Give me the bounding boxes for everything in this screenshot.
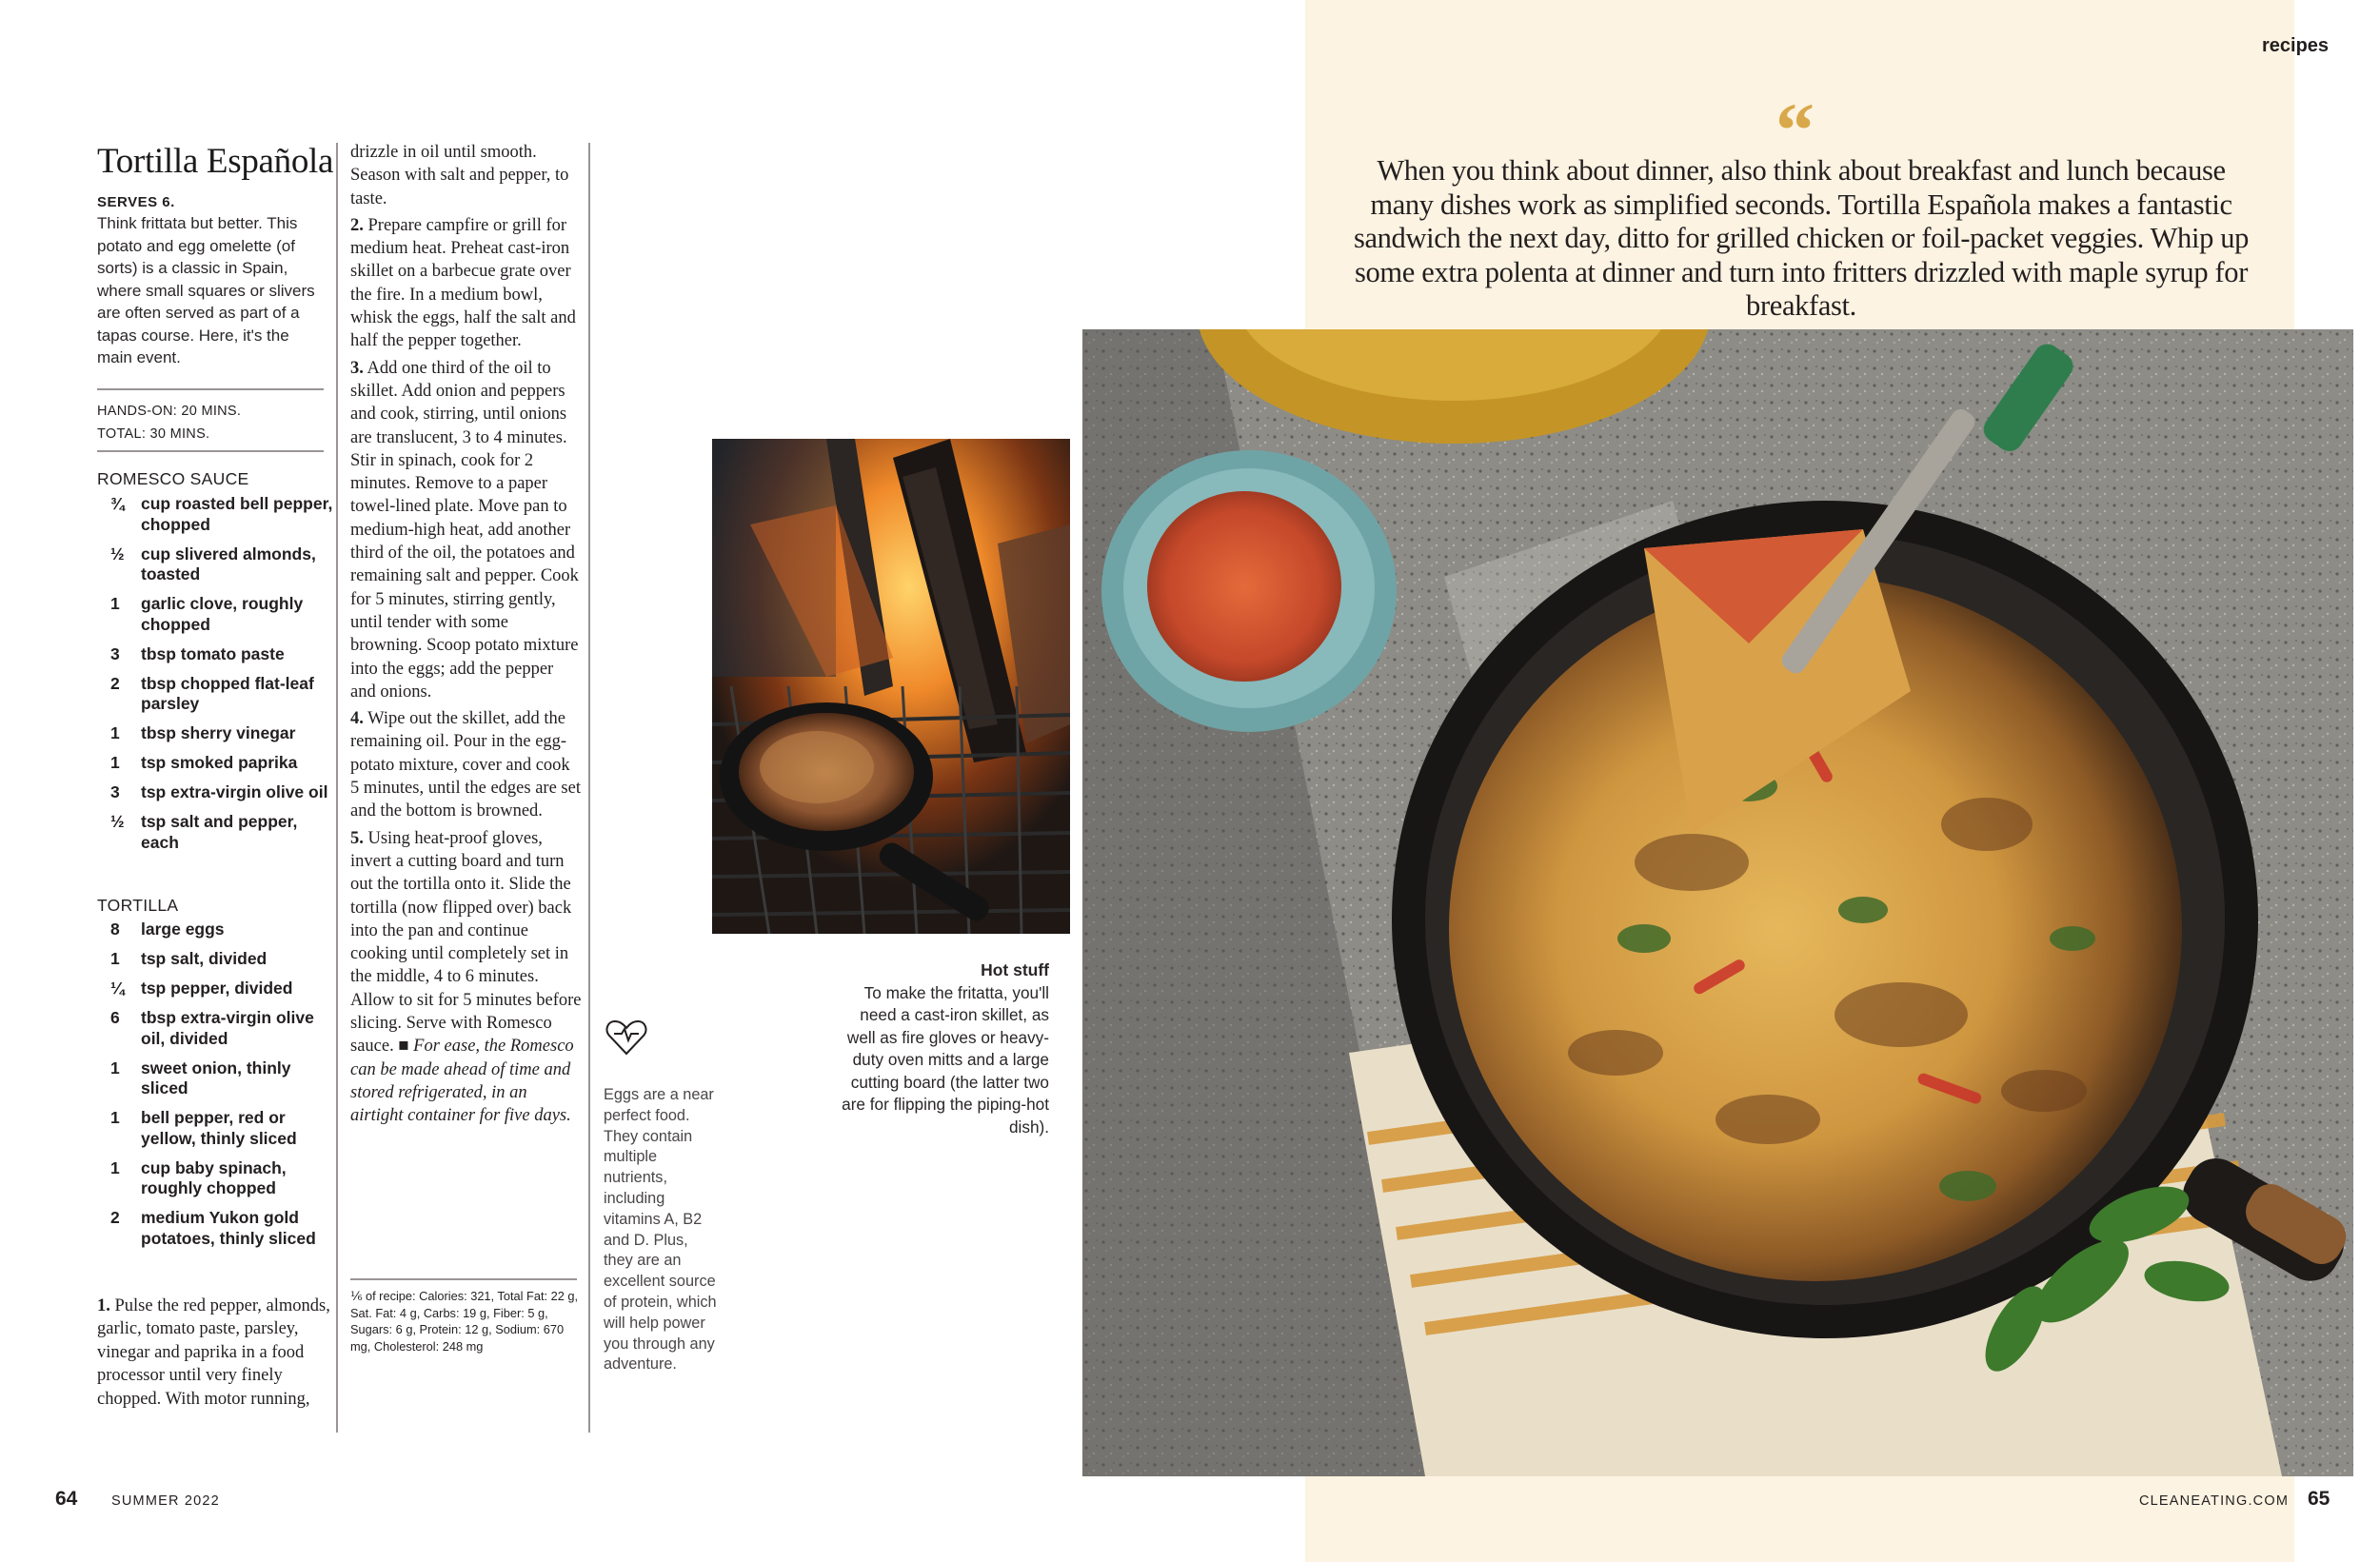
pull-quote: When you think about dinner, also think about breakfast and lunch because many dishes work as simplified seconds. Tortilla Española makes a fantastic sandwich the next day, ditto for grilled chicken or foil-packet veggies. Whip up some extra polenta at dinner and turn into fritters drizzled with maple syrup for breakfast.	[1353, 154, 2250, 322]
ingredient-text: large eggs	[141, 919, 225, 939]
ingredient-text: cup roasted bell pepper, chopped	[141, 494, 333, 534]
section-label: recipes	[2262, 35, 2330, 56]
hands-on-time: HANDS-ON: 20 MINS.	[97, 404, 242, 419]
ingredient-item	[97, 644, 335, 665]
ingredient-text: tsp pepper, divided	[141, 979, 293, 998]
recipe-intro: Think frittata but better. This potato and egg omelette (of sorts) is a classic in Spain, where small squares or slivers are often served as part of a tapas course. Here, it's the main event.	[97, 214, 315, 366]
ingredient-quantity: ¾	[110, 494, 125, 513]
divider	[350, 1278, 577, 1280]
romesco-ingredient-list	[97, 494, 335, 862]
step-number: 3.	[350, 358, 364, 378]
ingredient-quantity: 1	[110, 753, 120, 772]
ingredient-text: tbsp sherry vinegar	[141, 723, 296, 742]
ingredient-text: cup baby spinach, roughly chopped	[141, 1157, 287, 1197]
ingredient-quantity: 1	[110, 1157, 120, 1177]
campfire-skillet-photo	[712, 439, 1070, 934]
ingredient-text: tsp salt, divided	[141, 949, 268, 968]
ingredient-text: tbsp extra-virgin olive oil, divided	[141, 1008, 314, 1048]
end-mark: ■	[398, 1037, 409, 1057]
caption-text: To make the fritatta, you'll need a cast-iron skillet, as well as fire gloves or heavy-duty oven mitts and a large cutting board (the latter two are for flipping the piping-hot dish).	[842, 982, 1049, 1137]
make-ahead-tip: For ease, the Romesco can be made ahead of time and stored refrigerated, in an airtight container for five days.	[350, 1037, 574, 1126]
ingredient-text: medium Yukon gold potatoes, thinly sliced	[141, 1208, 316, 1248]
ingredient-quantity: 1	[110, 1058, 120, 1078]
step-number: 2.	[350, 215, 364, 235]
ingredient-item	[97, 723, 335, 744]
ingredient-item	[97, 782, 335, 803]
step-3: 3. Add one third of the oil to skillet. Add onion and peppers and cook, stirring, until onions are translucent, 3 to 4 minutes. Stir in spinach, cook for 2 minutes. Remove to a paper towel-lined plate. Move pan to medium-high heat, add another third of the oil, the potatoes and remaining salt and pepper. Cook for 5 minutes, stirring gently, until tender with some browning. Scoop potato mixture into the eggs; add the pepper and onions.	[350, 358, 579, 702]
page-number-left: 64	[55, 1488, 78, 1510]
ingredient-quantity: ½	[110, 544, 125, 564]
ingredient-item	[97, 544, 335, 585]
step-number: 4.	[350, 709, 364, 729]
ingredient-quantity: ½	[110, 812, 125, 831]
servings: SERVES 6.	[97, 194, 175, 210]
ingredient-item	[97, 1158, 335, 1199]
ingredient-text: tbsp chopped flat-leaf parsley	[141, 673, 314, 713]
tortilla-heading: TORTILLA	[97, 896, 179, 915]
issue-label: SUMMER 2022	[111, 1493, 220, 1509]
step-number: 1.	[97, 1296, 110, 1315]
step-number: 5.	[350, 828, 364, 848]
recipe-times	[97, 400, 241, 445]
photo-caption	[828, 959, 1049, 1138]
caption-title: Hot stuff	[981, 960, 1049, 979]
step-1: 1. Pulse the red pepper, almonds, garlic, tomato paste, parsley, vinegar and paprika in a food processor until very finely chopped. With motor running,	[97, 1296, 330, 1409]
ingredient-text: garlic clove, roughly chopped	[141, 594, 304, 634]
ingredient-item	[97, 949, 335, 970]
nutrition-info: ⅙ of recipe: Calories: 321, Total Fat: 22 g, Sat. Fat: 4 g, Carbs: 19 g, Fiber: 5 g, Sugars: 6 g, Protein: 12 g, Sodium: 670 mg, Cholesterol: 248 mg	[350, 1289, 579, 1354]
website-label: CLEANEATING.COM	[2139, 1493, 2290, 1509]
heart-icon	[605, 1018, 647, 1057]
ingredient-text: tsp extra-virgin olive oil	[141, 782, 328, 801]
page-number-right: 65	[2308, 1488, 2330, 1510]
ingredient-text: tbsp tomato paste	[141, 643, 285, 663]
recipe-steps	[350, 141, 582, 1131]
ingredient-item	[97, 1208, 335, 1249]
ingredient-item	[97, 753, 335, 774]
ingredient-item	[97, 594, 335, 635]
step-2: 2. Prepare campfire or grill for medium heat. Preheat cast-iron skillet on a barbecue grate over the fire. In a medium bowl, whisk the eggs, half the salt and half the pepper together.	[350, 215, 576, 351]
column-divider	[588, 143, 590, 1433]
total-time: TOTAL: 30 MINS.	[97, 426, 210, 442]
recipe-title: Tortilla Española	[97, 142, 334, 181]
divider	[97, 450, 324, 452]
quote-mark: “	[1775, 87, 1815, 173]
ingredient-text: sweet onion, thinly sliced	[141, 1058, 291, 1097]
ingredient-item	[97, 919, 335, 940]
ingredient-quantity: 3	[110, 643, 120, 663]
ingredient-item	[97, 1008, 335, 1049]
divider	[97, 388, 324, 390]
step-4: 4. Wipe out the skillet, add the remaining oil. Pour in the egg-potato mixture, cover and cook 5 minutes, until the edges are set and the bottom is browned.	[350, 709, 581, 821]
ingredient-text: cup slivered almonds, toasted	[141, 544, 316, 583]
ingredient-text: tsp smoked paprika	[141, 753, 298, 772]
ingredient-quantity: 3	[110, 782, 120, 801]
step-5: 5. Using heat-proof gloves, invert a cutting board and turn out the tortilla onto it. Slide the tortilla (now flipped over) back into the pan and continue cooking until completely set in the middle, 4 to 6 minutes. Allow to sit for 5 minutes before slicing. Serve with Romesco sauce. ■ For ease, the Romesco can be made ahead of time and stored refrigerated, in an airtight container for five days.	[350, 828, 582, 1126]
ingredient-item	[97, 1058, 335, 1099]
ingredient-text: bell pepper, red or yellow, thinly sliced	[141, 1108, 297, 1148]
ingredient-item	[97, 674, 335, 715]
ingredient-item	[97, 812, 335, 853]
ingredient-quantity: 2	[110, 673, 120, 693]
ingredient-quantity: 1	[110, 1108, 120, 1127]
column-divider	[336, 143, 338, 1433]
tortilla-skillet-photo	[1082, 329, 2353, 1476]
ingredient-item	[97, 494, 335, 535]
ingredient-item	[97, 979, 335, 999]
ingredient-quantity: 6	[110, 1008, 120, 1027]
step-1-continued: drizzle in oil until smooth. Season with salt and pepper, to taste.	[350, 143, 569, 208]
tortilla-ingredient-list	[97, 919, 335, 1258]
ingredient-quantity: 8	[110, 919, 120, 939]
eggs-sidebar-note: Eggs are a near perfect food. They contain multiple nutrients, including vitamins A, B2 and D. Plus, they are an excellent source of protein, which will help power you through any adventure.	[604, 1086, 717, 1374]
ingredient-quantity: 1	[110, 594, 120, 613]
ingredient-quantity: 2	[110, 1208, 120, 1227]
ingredient-item	[97, 1108, 335, 1149]
ingredient-quantity: ¼	[110, 979, 125, 998]
romesco-heading: ROMESCO SAUCE	[97, 469, 249, 488]
ingredient-text: tsp salt and pepper, each	[141, 812, 298, 852]
ingredient-quantity: 1	[110, 723, 120, 742]
ingredient-quantity: 1	[110, 949, 120, 968]
